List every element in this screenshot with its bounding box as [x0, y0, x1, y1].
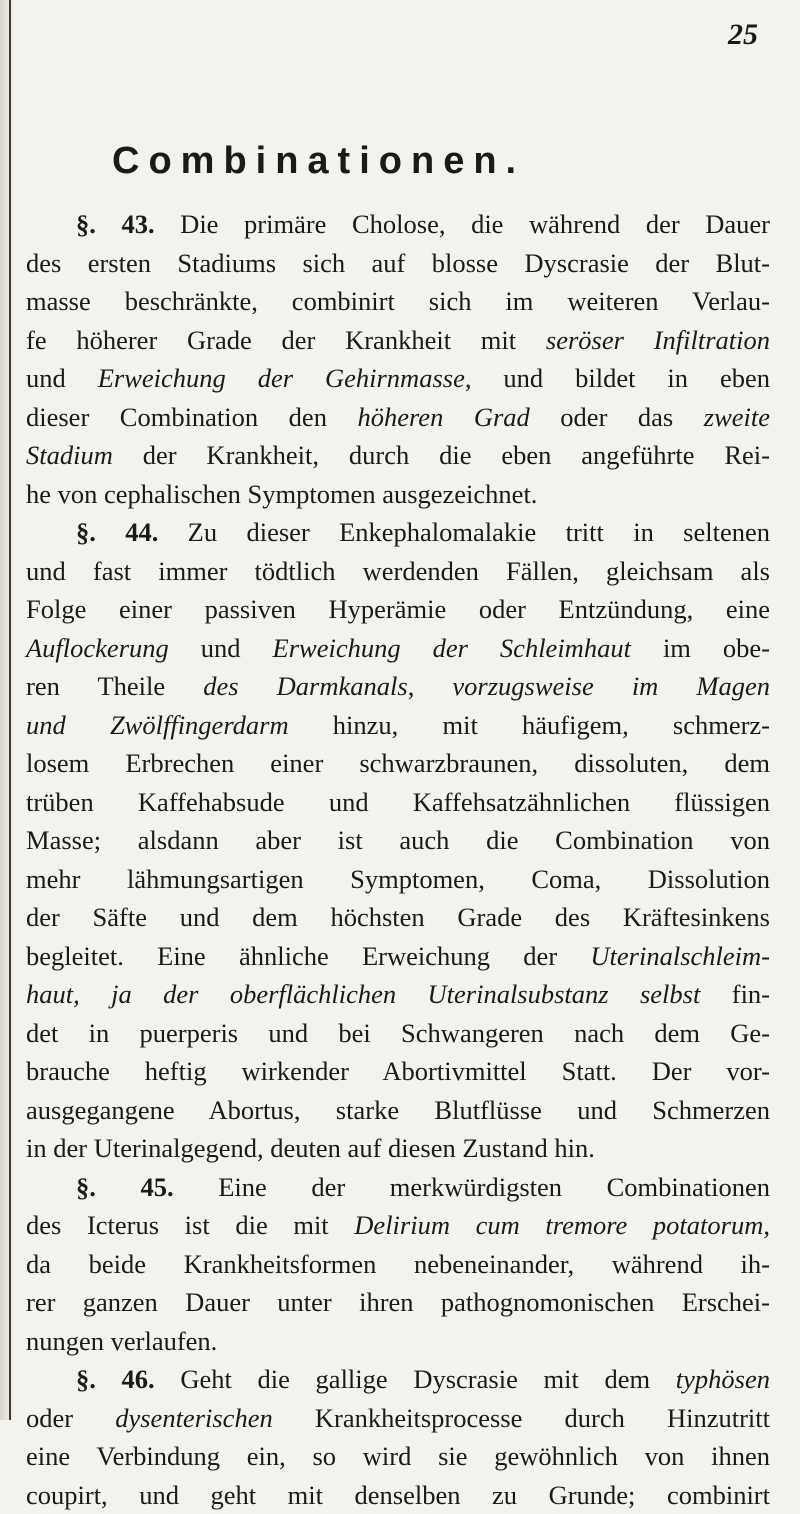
text-line	[26, 937, 770, 976]
text-segment: mehr lähmungsartigen Symptomen, Coma, Dissolution	[26, 864, 770, 894]
emphasis-text: und Zwölffingerdarm	[26, 710, 289, 740]
text-line	[26, 590, 770, 629]
text-line	[26, 475, 770, 514]
text-segment: rer ganzen Dauer unter ihren pathognomonischen Erschei-	[26, 1287, 770, 1317]
section-number: §. 46.	[76, 1364, 155, 1394]
text-segment: Masse; alsdann aber ist auch die Combination von	[26, 825, 770, 855]
text-segment: des Icterus ist die mit	[26, 1210, 354, 1240]
text-segment: losem Erbrechen einer schwarzbraunen, dissoluten, dem	[26, 748, 770, 778]
emphasis-text: Uterinalschleim-	[590, 941, 770, 971]
text-segment: der Krankheit, durch die eben angeführte Rei-	[113, 440, 770, 470]
text-segment: coupirt, und geht mit denselben zu Grunde; combinirt	[26, 1480, 770, 1510]
emphasis-text: zweite	[704, 402, 770, 432]
text-segment: Geht die gallige Dyscrasie mit dem	[155, 1364, 676, 1394]
text-segment: he von cephalischen Symptomen ausgezeichnet.	[26, 479, 537, 509]
text-segment: Zu dieser Enkephalomalakie tritt in seltenen	[158, 517, 770, 547]
text-line	[26, 1245, 770, 1284]
text-segment: eine Verbindung ein, so wird sie gewöhnlich von ihnen	[26, 1441, 770, 1471]
text-segment: brauche heftig wirkender Abortivmittel Statt. Der vor-	[26, 1056, 770, 1086]
text-line	[26, 1129, 770, 1168]
text-line	[26, 1476, 770, 1514]
text-segment: der Säfte und dem höchsten Grade des Kräftesinkens	[26, 902, 770, 932]
paragraph-first-line	[26, 513, 770, 552]
emphasis-text: vorzugsweise im Magen	[452, 671, 770, 701]
emphasis-text: höheren Grad	[357, 402, 529, 432]
text-segment: Eine der merkwürdigsten Combinationen	[174, 1172, 770, 1202]
text-segment: ,	[763, 1210, 770, 1240]
page-number: 25	[728, 18, 758, 52]
paragraph-first-line	[26, 1168, 770, 1207]
text-line	[26, 1322, 770, 1361]
text-line	[26, 1052, 770, 1091]
text-line	[26, 1283, 770, 1322]
text-line	[26, 1091, 770, 1130]
text-line	[26, 706, 770, 745]
emphasis-text: Stadium	[26, 440, 113, 470]
page-gutter	[0, 0, 14, 1420]
text-line	[26, 898, 770, 937]
text-line	[26, 629, 770, 668]
text-segment: fin-	[700, 979, 770, 1009]
text-segment: , und bildet in eben	[465, 363, 770, 393]
emphasis-text: typhösen	[676, 1364, 770, 1394]
body-text	[26, 205, 770, 1514]
text-line	[26, 783, 770, 822]
text-line	[26, 552, 770, 591]
text-segment: im obe-	[631, 633, 770, 663]
text-segment: hinzu, mit häufigem, schmerz-	[289, 710, 770, 740]
text-line	[26, 1014, 770, 1053]
emphasis-text: Erweichung der Schleimhaut	[273, 633, 631, 663]
text-line	[26, 1437, 770, 1476]
text-line	[26, 398, 770, 437]
text-segment: und	[169, 633, 273, 663]
text-segment: begleitet. Eine ähnliche Erweichung der	[26, 941, 590, 971]
text-line	[26, 244, 770, 283]
text-line	[26, 821, 770, 860]
emphasis-text: Delirium cum tremore potatorum	[354, 1210, 763, 1240]
paragraph-first-line	[26, 205, 770, 244]
text-line	[26, 359, 770, 398]
text-segment: Krankheitsprocesse durch Hinzutritt	[273, 1403, 770, 1433]
emphasis-text: seröser Infiltration	[546, 325, 770, 355]
text-segment: Folge einer passiven Hyperämie oder Entzündung, eine	[26, 594, 770, 624]
text-segment: ren Theile	[26, 671, 203, 701]
text-line	[26, 436, 770, 475]
emphasis-text: haut, ja der oberflächlichen Uterinalsubstanz selbst	[26, 979, 700, 1009]
emphasis-text: Auflockerung	[26, 633, 169, 663]
text-line	[26, 321, 770, 360]
text-line	[26, 860, 770, 899]
text-segment: masse beschränkte, combinirt sich im weiteren Verlau-	[26, 286, 770, 316]
text-segment: da beide Krankheitsformen nebeneinander, während ih-	[26, 1249, 770, 1279]
text-segment: det in puerperis und bei Schwangeren nach dem Ge-	[26, 1018, 770, 1048]
section-number: §. 45.	[76, 1172, 174, 1202]
text-line	[26, 1206, 770, 1245]
text-segment: nungen verlaufen.	[26, 1326, 217, 1356]
emphasis-text: Erweichung der Gehirnmasse	[98, 363, 465, 393]
text-line	[26, 1399, 770, 1438]
emphasis-text: des Darmkanals	[203, 671, 407, 701]
text-segment: ausgegangene Abortus, starke Blutflüsse und Schmerzen	[26, 1095, 770, 1125]
section-number: §. 43.	[76, 209, 155, 239]
text-segment: trüben Kaffehabsude und Kaffehsatzähnlichen flüssigen	[26, 787, 770, 817]
binding-edge-line	[9, 0, 11, 1420]
text-line	[26, 667, 770, 706]
text-segment: des ersten Stadiums sich auf blosse Dyscrasie der Blut-	[26, 248, 770, 278]
section-heading: Combinationen.	[112, 140, 672, 183]
text-segment: oder	[26, 1403, 115, 1433]
text-line	[26, 975, 770, 1014]
text-segment: oder das	[530, 402, 704, 432]
text-segment: dieser Combination den	[26, 402, 357, 432]
text-segment: und	[26, 363, 98, 393]
paragraph-first-line	[26, 1360, 770, 1399]
text-segment: Die primäre Cholose, die während der Dauer	[155, 209, 770, 239]
text-segment: fe höherer Grade der Krankheit mit	[26, 325, 546, 355]
text-line	[26, 744, 770, 783]
text-segment: und fast immer tödtlich werdenden Fällen, gleichsam als	[26, 556, 770, 586]
text-segment: ,	[408, 671, 453, 701]
emphasis-text: dysenterischen	[115, 1403, 272, 1433]
text-segment: in der Uterinalgegend, deuten auf diesen Zustand hin.	[26, 1133, 595, 1163]
text-line	[26, 282, 770, 321]
section-number: §. 44.	[76, 517, 158, 547]
